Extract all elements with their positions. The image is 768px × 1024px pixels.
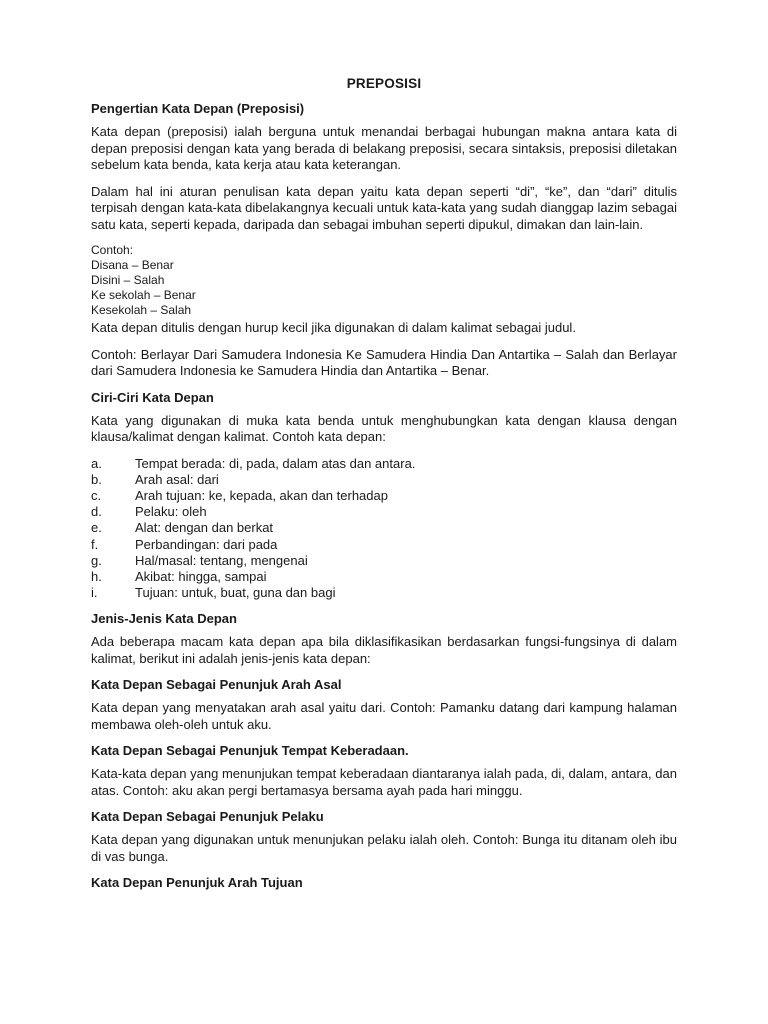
section-heading-tempat-keberadaan: Kata Depan Sebagai Penunjuk Tempat Keberadaan. [91, 743, 409, 759]
paragraph: Kata depan (preposisi) ialah berguna untuk menandai berbagai hubungan makna antara kata di depan preposisi dengan kata yang berada di belakang preposisi, secara sintaksis, preposisi diletakan sebelum kata benda, kata kerja atau kata keterangan. [91, 124, 677, 172]
example-item: Disana – Benar [91, 258, 174, 272]
list-item-text: Tempat berada: di, pada, dalam atas dan antara. [135, 455, 416, 471]
list-item [91, 504, 677, 520]
list-item-text: Hal/masal: tentang, mengenai [135, 552, 308, 568]
list-item-text: Arah tujuan: ke, kepada, akan dan terhadap [135, 487, 388, 503]
list-marker: b. [91, 471, 102, 487]
section-heading-arah-tujuan: Kata Depan Penunjuk Arah Tujuan [91, 875, 303, 891]
paragraph: Ada beberapa macam kata depan apa bila diklasifikasikan berdasarkan fungsi-fungsinya di dalam kalimat, berikut ini adalah jenis-jenis kata depan: [91, 634, 677, 666]
list-marker: d. [91, 504, 102, 520]
list-item [91, 585, 677, 601]
paragraph: Kata depan yang digunakan untuk menunjukan pelaku ialah oleh. Contoh: Bunga itu ditanam oleh ibu di vas bunga. [91, 832, 677, 864]
example-item: Kesekolah – Salah [91, 303, 192, 317]
section-heading-arah-asal: Kata Depan Sebagai Penunjuk Arah Asal [91, 677, 342, 693]
list-item-text: Pelaku: oleh [135, 504, 207, 520]
list-item [91, 472, 677, 488]
list-marker: g. [91, 552, 102, 568]
list-item [91, 569, 677, 585]
document-body [91, 76, 677, 898]
list-item [91, 488, 677, 504]
paragraph: Kata depan yang menyatakan arah asal yaitu dari. Contoh: Pamanku datang dari kampung halaman membawa oleh-oleh untuk aku. [91, 700, 677, 732]
paragraph: Dalam hal ini aturan penulisan kata depan yaitu kata depan seperti “di”, “ke”, dan “dari” ditulis terpisah dengan kata-kata dibelakangnya kecuali untuk kata-kata yang sudah dianggap lazim sebagai satu kata, seperti kepada, daripada dan sebagai imbuhan seperti dipukul, dimakan dan lain-lain. [91, 183, 677, 232]
list-marker: h. [91, 568, 102, 584]
list-item [91, 520, 677, 536]
list-item-text: Akibat: hingga, sampai [135, 568, 267, 584]
example-item: Ke sekolah – Benar [91, 288, 196, 302]
list-item-text: Tujuan: untuk, buat, guna dan bagi [135, 585, 336, 601]
paragraph: Contoh: Berlayar Dari Samudera Indonesia Ke Samudera Hindia Dan Antartika – Salah dan Berlayar dari Samudera Indonesia ke Samudera Hindia dan Antartika – Benar. [91, 346, 677, 378]
example-label: Contoh: [91, 243, 134, 257]
list-marker: c. [91, 487, 102, 503]
list-marker: e. [91, 520, 102, 536]
list-marker: i. [91, 585, 98, 601]
paragraph: Kata depan ditulis dengan hurup kecil jika digunakan di dalam kalimat sebagai judul. [91, 320, 576, 335]
paragraph: Kata yang digunakan di muka kata benda untuk menghubungkan kata dengan klausa dengan klausa/kalimat dengan kalimat. Contoh kata depan: [91, 412, 677, 444]
example-list [91, 243, 677, 318]
list-item-text: Alat: dengan dan berkat [135, 520, 274, 536]
list-marker: f. [91, 536, 99, 552]
section-heading-pengertian: Pengertian Kata Depan (Preposisi) [91, 101, 305, 116]
list-item [91, 537, 677, 553]
list-item-text: Perbandingan: dari pada [135, 536, 278, 552]
section-heading-pelaku: Kata Depan Sebagai Penunjuk Pelaku [91, 809, 324, 825]
list-marker: a. [91, 455, 102, 471]
list-item [91, 456, 677, 472]
section-heading-ciri-ciri: Ciri-Ciri Kata Depan [91, 389, 214, 405]
paragraph: Kata-kata depan yang menunjukan tempat keberadaan diantaranya ialah pada, di, dalam, antara, dan atas. Contoh: aku akan pergi bertamasya bersama ayah pada hari minggu. [91, 766, 677, 798]
lettered-list [91, 456, 677, 602]
example-item: Disini – Salah [91, 273, 165, 287]
section-heading-jenis-jenis: Jenis-Jenis Kata Depan [91, 611, 237, 627]
list-item-text: Arah asal: dari [135, 471, 219, 487]
list-item [91, 553, 677, 569]
page-title: PREPOSISI [346, 76, 422, 91]
